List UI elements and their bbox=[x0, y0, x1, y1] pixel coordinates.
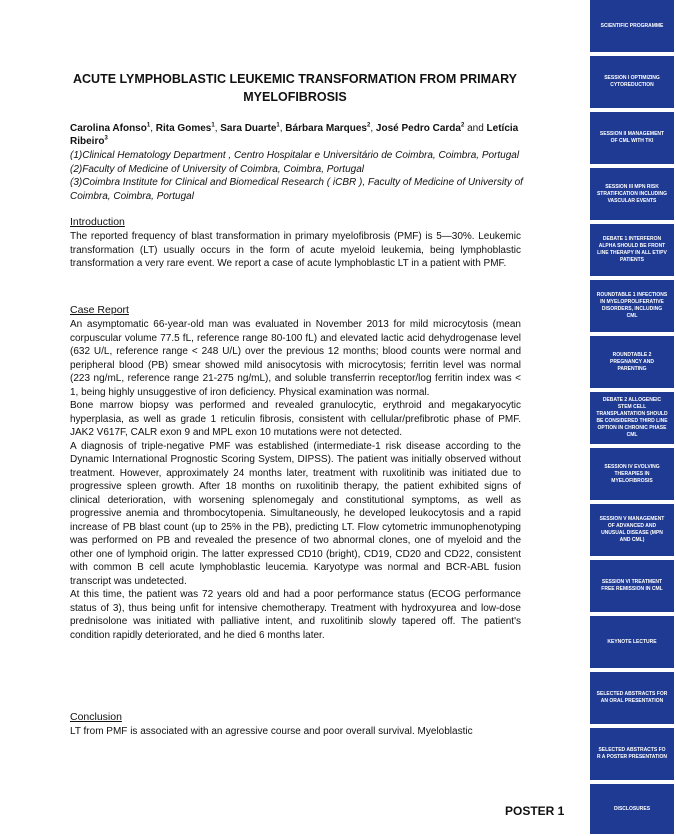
conclusion-heading: Conclusion bbox=[70, 711, 122, 723]
nav-debate-1[interactable]: DEBATE 1 INTERFERON ALPHA SHOULD BE FRONT LINE THERAPY IN ALL ET/PV PATIENTS bbox=[590, 224, 674, 276]
nav-disclosures[interactable]: DISCLOSURES bbox=[590, 784, 674, 834]
nav-session-6[interactable]: SESSION VI TREATMENT FREE REMISSION IN CML bbox=[590, 560, 674, 612]
sidebar-nav bbox=[588, 0, 676, 836]
author: Carolina Afonso$^1$ bbox=[70, 122, 151, 134]
affiliation: (2)Faculty of Medicine of University of Coimbra, Coimbra, Portugal bbox=[70, 163, 364, 175]
poster-title: ACUTE LYMPHOBLASTIC LEUKEMIC TRANSFORMATION FROM PRIMARY MYELOFIBROSIS bbox=[73, 72, 517, 104]
case-report-heading: Case Report bbox=[70, 304, 129, 316]
nav-session-4[interactable]: SESSION IV EVOLVING THERAPIES IN MYELOFIBROSIS bbox=[590, 448, 674, 500]
author-list: Carolina Afonso$^1$, Rita Gomes$^1$, Sara Duarte$^1$, Bárbara Marques$^2$, José Pedro Carda$^2$ and Letícia Ribeiro$^3$ bbox=[70, 122, 519, 147]
nav-roundtable-2[interactable]: ROUNDTABLE 2 PREGNANCY AND PARENTING bbox=[590, 336, 674, 388]
nav-session-1[interactable]: SESSION I OPTIMIZING CYTOREDUCTION bbox=[590, 56, 674, 108]
affiliation: (3)Coimbra Institute for Clinical and Biomedical Research ( iCBR ), Faculty of Medicine of University of Coimbra, Coimbra, Portugal bbox=[70, 177, 523, 202]
introduction-body bbox=[70, 230, 521, 271]
author: Sara Duarte$^1$ bbox=[220, 122, 280, 134]
author: Rita Gomes$^1$ bbox=[155, 122, 215, 134]
nav-oral-abstracts[interactable]: SELECTED ABSTRACTS FOR AN ORAL PRESENTATION bbox=[590, 672, 674, 724]
paragraph: An asymptomatic 66-year-old man was evaluated in November 2013 for mild microcytosis (mean corpuscular volume 77.5 fL, reference range 80-100 fL) and elevated lactic acid dehydrogenase level (632 U/L, reference range < 248 U/L) over the previous 12 months; blood counts were normal and peripheral blood (PB) smear showed mild anisocytosis with microcytosis; ferritin level was normal (223 ng/mL, reference range 21-275 ng/mL), and soluble transferrin receptor/log ferritin index was < 1, being highly unsuggestive of iron deficiency. Physical examination was normal. bbox=[70, 319, 521, 398]
nav-poster-abstracts[interactable]: SELECTED ABSTRACTS FO R A POSTER PRESENTATION bbox=[590, 728, 674, 780]
poster-number: POSTER 1 bbox=[505, 804, 565, 818]
nav-keynote-lecture[interactable]: KEYNOTE LECTURE bbox=[590, 616, 674, 668]
nav-session-3[interactable]: SESSION III MPN RISK STRATIFICATION INCLUDING VASCULAR EVENTS bbox=[590, 168, 674, 220]
paragraph: At this time, the patient was 72 years old and had a poor performance status (ECOG performance status of 3), thus being unfit for intensive chemotherapy. Treatment with hydroxyurea and low-dose prednisolone was initiated with palliative intent, and ruxolitinib slowly tapered off. The patient's condition rapidly deteriorated, and he died 6 months later. bbox=[70, 589, 521, 641]
conclusion-body bbox=[70, 725, 521, 739]
paragraph: Bone marrow biopsy was performed and revealed granulocytic, erythroid and megakaryocytic hyperplasia, as well as grade 1 reticulin fibrosis, consistent with cellular/prefibrotic phase of PMF. JAK2 V617F, CALR exon 9 and MPL exon 10 mutations were not detected. bbox=[70, 400, 521, 438]
author: José Pedro Carda$^2$ bbox=[375, 122, 465, 134]
paragraph: LT from PMF is associated with an agressive course and poor overall survival. Myeloblastic bbox=[70, 726, 473, 737]
paragraph: A diagnosis of triple-negative PMF was established (intermediate-1 risk disease according to the Dynamic International Prognostic Scoring System, DIPSS). The patient was initially observed without treatment. However, approximately 24 months later, treatment with ruxolitinib was initiated due to progressive spleen growth. After 18 months on ruxolitinib therapy, the patient exhibited signs of clinical deterioration, with worsening splenomegaly and constitutional symptoms, as well as progressive anemia and thrombocytopenia. Simultaneously, he developed leukocytosis and a rapid increase of PB blast count (up to 25% in the PB), predicting LT. Flow cytometric immunophenotyping was performed on PB and revealed the presence of two abnormal clones, one of myeloid and the other one of lymphoid origin. The latter expressed CD10 (bright), CD19, CD20 and CD22, consistent with common B cell acute lymphoblastic leucemia. Karyotype was normal and BCR-ABL fusion transcript was undetected. bbox=[70, 440, 521, 587]
introduction-heading: Introduction bbox=[70, 216, 125, 228]
nav-session-2[interactable]: SESSION II MANAGEMENT OF CML WITH TKI bbox=[590, 112, 674, 164]
affiliations bbox=[70, 149, 540, 203]
nav-debate-2[interactable]: DEBATE 2 ALLOGENEIC STEM CELL TRANSPLANTATION SHOULD BE CONSIDERED THIRD LINE OPTION IN CHRONIC PHASE CML bbox=[590, 392, 674, 444]
nav-session-5[interactable]: SESSION V MANAGEMENT OF ADVANCED AND UNUSUAL DISEASE (MPN AND CML) bbox=[590, 504, 674, 556]
paragraph: The reported frequency of blast transformation in primary myelofibrosis (PMF) is 5—30%. Leukemic transformation (LT) usually occurs in the form of acute myeloid leukemia, being lymphoblastic transformation a very rare event. We report a case of acute lymphoblastic LT in a patient with PMF. bbox=[70, 231, 521, 269]
author: Letícia Ribeiro$^3$ bbox=[70, 123, 519, 147]
case-report-body bbox=[70, 318, 521, 642]
nav-scientific-programme[interactable]: SCIENTIFIC PROGRAMME bbox=[590, 0, 674, 52]
nav-roundtable-1[interactable]: ROUNDTABLE 1 INFECTIONS IN MYELOPROLIFERATIVE DISORDERS, INCLUDING CML bbox=[590, 280, 674, 332]
author: Bárbara Marques$^2$ bbox=[285, 122, 371, 134]
affiliation: (1)Clinical Hematology Department , Centro Hospitalar e Universitário de Coimbra, Coimbra, Portugal bbox=[70, 150, 520, 161]
